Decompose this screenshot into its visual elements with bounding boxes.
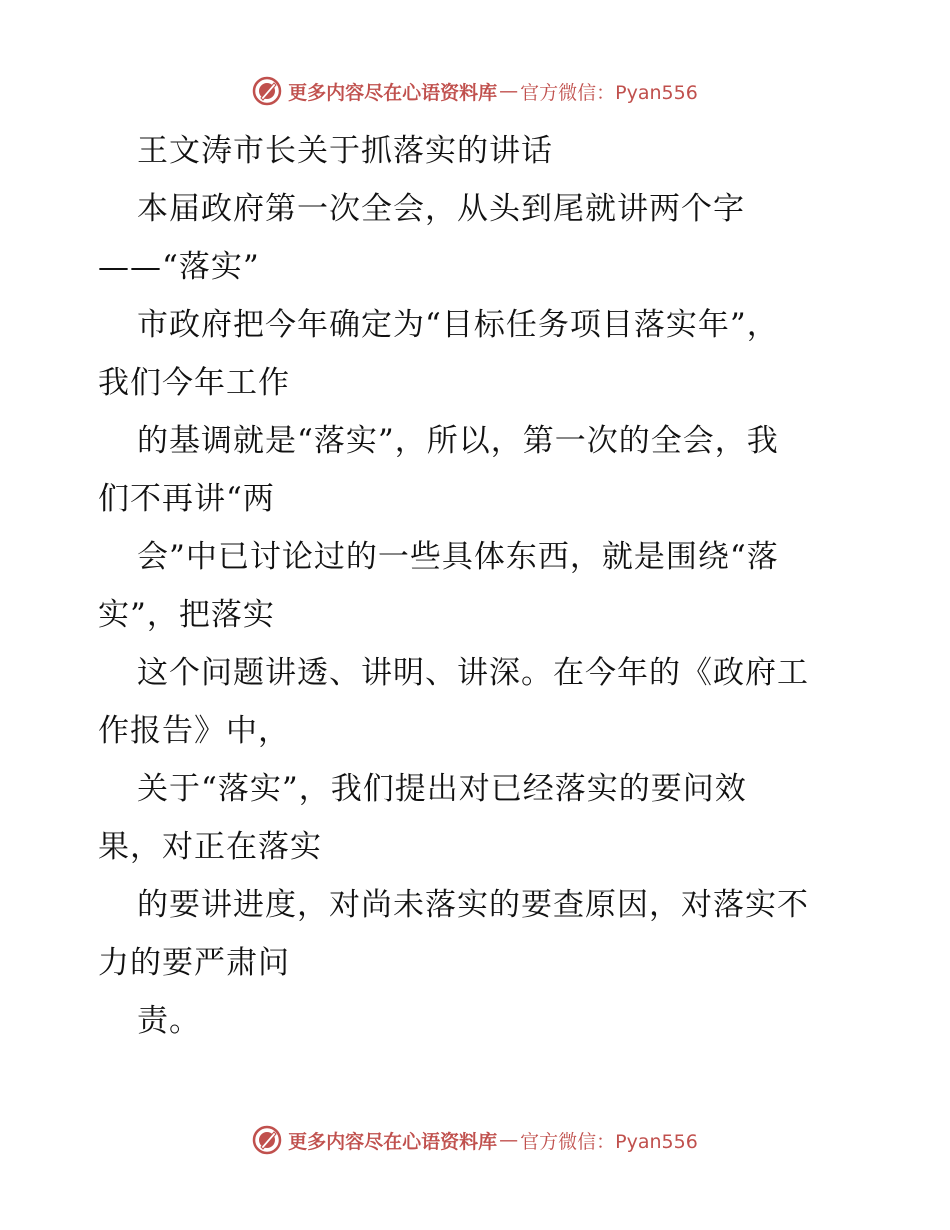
watermark-official-text: 官方微信：Pyan556 xyxy=(520,1130,698,1153)
paragraph-line: 本届政府第一次全会，从头到尾就讲两个字 xyxy=(137,191,745,227)
paragraph-line: ——“落实” xyxy=(98,249,260,285)
paragraph-line: 的要讲进度，对尚未落实的要查原因，对落实不 xyxy=(137,887,809,923)
paragraph-line: 力的要严肃问 xyxy=(98,945,290,981)
paragraph-line: 们不再讲“两 xyxy=(98,481,275,517)
document-title: 王文涛市长关于抓落实的讲话 xyxy=(137,133,553,169)
header-watermark xyxy=(0,71,950,111)
pen-circle-logo-icon xyxy=(252,1125,282,1155)
watermark-official-text: 官方微信：Pyan556 xyxy=(520,81,698,104)
document-body xyxy=(98,122,858,1050)
watermark-separator: — xyxy=(499,1129,519,1151)
paragraph-line: 我们今年工作 xyxy=(98,365,290,401)
watermark-brand-text: 更多内容尽在心语资料库 xyxy=(288,81,498,104)
pen-circle-logo-icon xyxy=(252,76,282,106)
paragraph-line: 责。 xyxy=(137,1003,201,1039)
paragraph-line: 作报告》中， xyxy=(98,713,290,749)
paragraph-line: 果，对正在落实 xyxy=(98,829,322,865)
watermark-brand-text: 更多内容尽在心语资料库 xyxy=(288,1130,498,1153)
paragraph-line: 的基调就是“落实”，所以，第一次的全会，我 xyxy=(137,423,779,459)
footer-watermark xyxy=(0,1120,950,1160)
watermark-separator: — xyxy=(499,80,519,102)
paragraph-line: 会”中已讨论过的一些具体东西，就是围绕“落 xyxy=(137,539,779,575)
paragraph-line: 这个问题讲透、讲明、讲深。在今年的《政府工 xyxy=(137,655,809,691)
paragraph-line: 实”，把落实 xyxy=(98,597,275,633)
paragraph-line: 市政府把今年确定为“目标任务项目落实年”， xyxy=(137,307,779,343)
paragraph-line: 关于“落实”，我们提出对已经落实的要问效 xyxy=(137,771,747,807)
